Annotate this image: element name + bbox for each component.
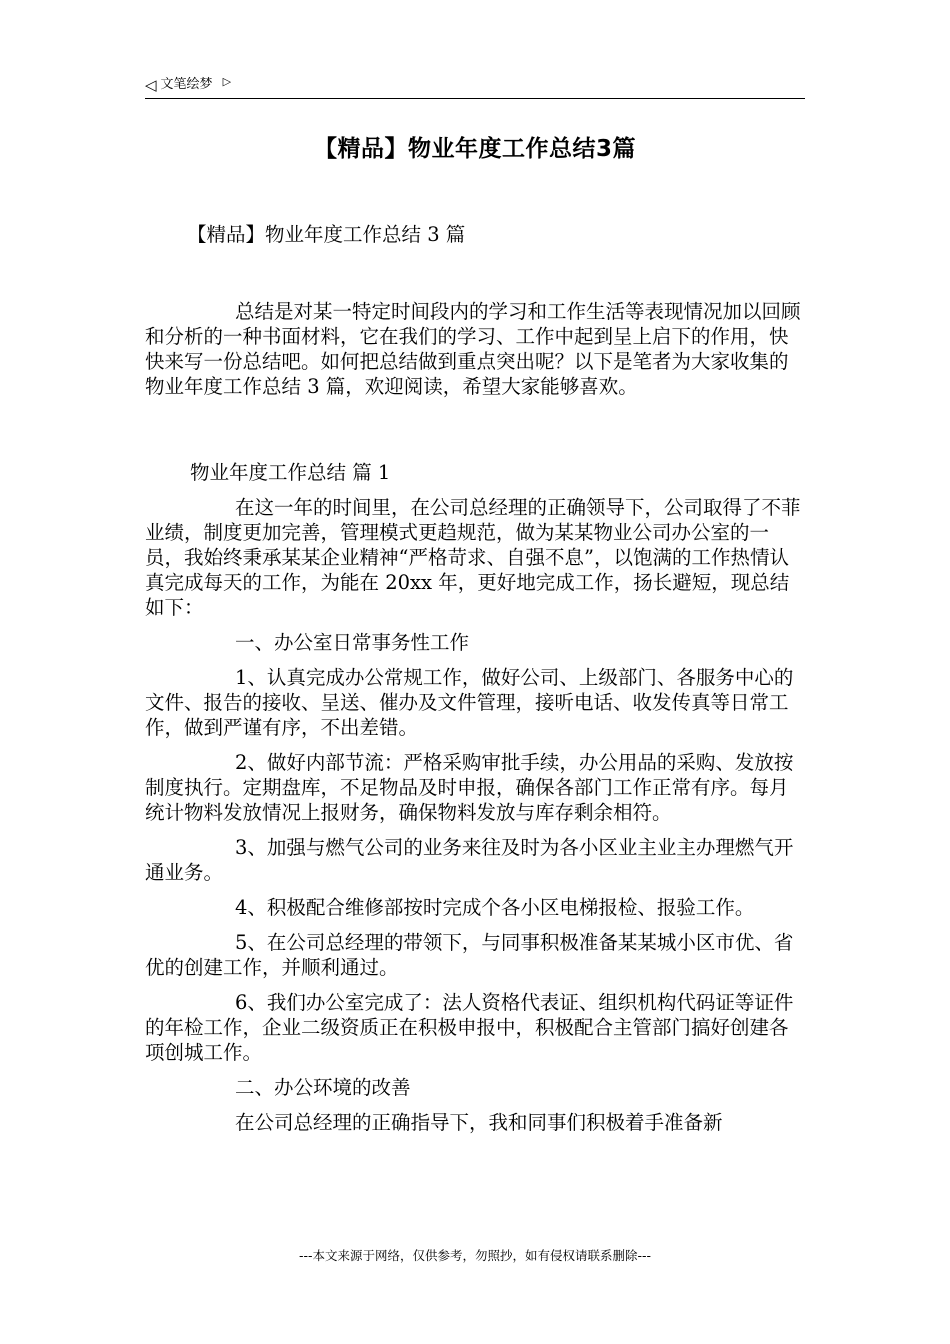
paragraph: 2、做好内部节流：严格采购审批手续，办公用品的采购、发放按制度执行。定期盘库，不足物品及时申报，确保各部门工作正常有序。每月统计物料发放情况上报财务，确保物料发放与库存剩余相符。	[145, 751, 794, 824]
paragraph: 在公司总经理的正确指导下，我和同事们积极着手准备新	[235, 1111, 723, 1134]
document-body	[145, 222, 805, 1145]
brand-name: 文笔绘梦	[160, 77, 213, 92]
paragraph: 4、积极配合维修部按时完成个各小区电梯报检、报验工作。	[235, 896, 755, 919]
section-title: 物业年度工作总结 篇 1	[190, 461, 391, 484]
page-footer: ---本文来源于网络，仅供参考，勿照抄，如有侵权请联系删除---	[298, 1248, 652, 1263]
paragraph: 3、加强与燃气公司的业务来往及时为各小区业主业主办理燃气开通业务。	[145, 836, 794, 884]
triangle-left-icon: ◁	[145, 76, 157, 94]
paragraph: 在这一年的时间里，在公司总经理的正确领导下，公司取得了不菲业绩，制度更加完善，管理模式更趋规范，做为某某物业公司办公室的一员，我始终秉承某某企业精神“严格苛求、自强不息”，以饱满的工作热情认真完成每天的工作，为能在 20xx 年，更好地完成工作，扬长避短，现总结如下：	[145, 496, 801, 619]
heading-office-affairs: 一、办公室日常事务性工作	[235, 631, 470, 654]
intro-paragraph: 总结是对某一特定时间段内的学习和工作生活等表现情况加以回顾和分析的一种书面材料，它在我们的学习、工作中起到呈上启下的作用，快快来写一份总结吧。如何把总结做到重点突出呢？以下是笔者为大家收集的物业年度工作总结 3 篇，欢迎阅读，希望大家能够喜欢。	[145, 300, 801, 398]
page-header	[145, 72, 805, 99]
document-title: 【精品】物业年度工作总结3篇	[313, 136, 636, 162]
paragraph: 6、我们办公室完成了：法人资格代表证、组织机构代码证等证件的年检工作，企业二级资质正在积极申报中，积极配合主管部门搞好创建各项创城工作。	[145, 991, 794, 1064]
heading-office-environment: 二、办公环境的改善	[235, 1076, 411, 1099]
paragraph: 5、在公司总经理的带领下，与同事积极准备某某城小区市优、省优的创建工作，并顺利通过。	[145, 931, 794, 979]
document-subtitle: 【精品】物业年度工作总结 3 篇	[187, 223, 466, 246]
paragraph: 1、认真完成办公常规工作，做好公司、上级部门、各服务中心的文件、报告的接收、呈送、催办及文件管理，接听电话、收发传真等日常工作，做到严谨有序，不出差错。	[145, 666, 794, 739]
triangle-right-icon: ▷	[222, 75, 232, 88]
